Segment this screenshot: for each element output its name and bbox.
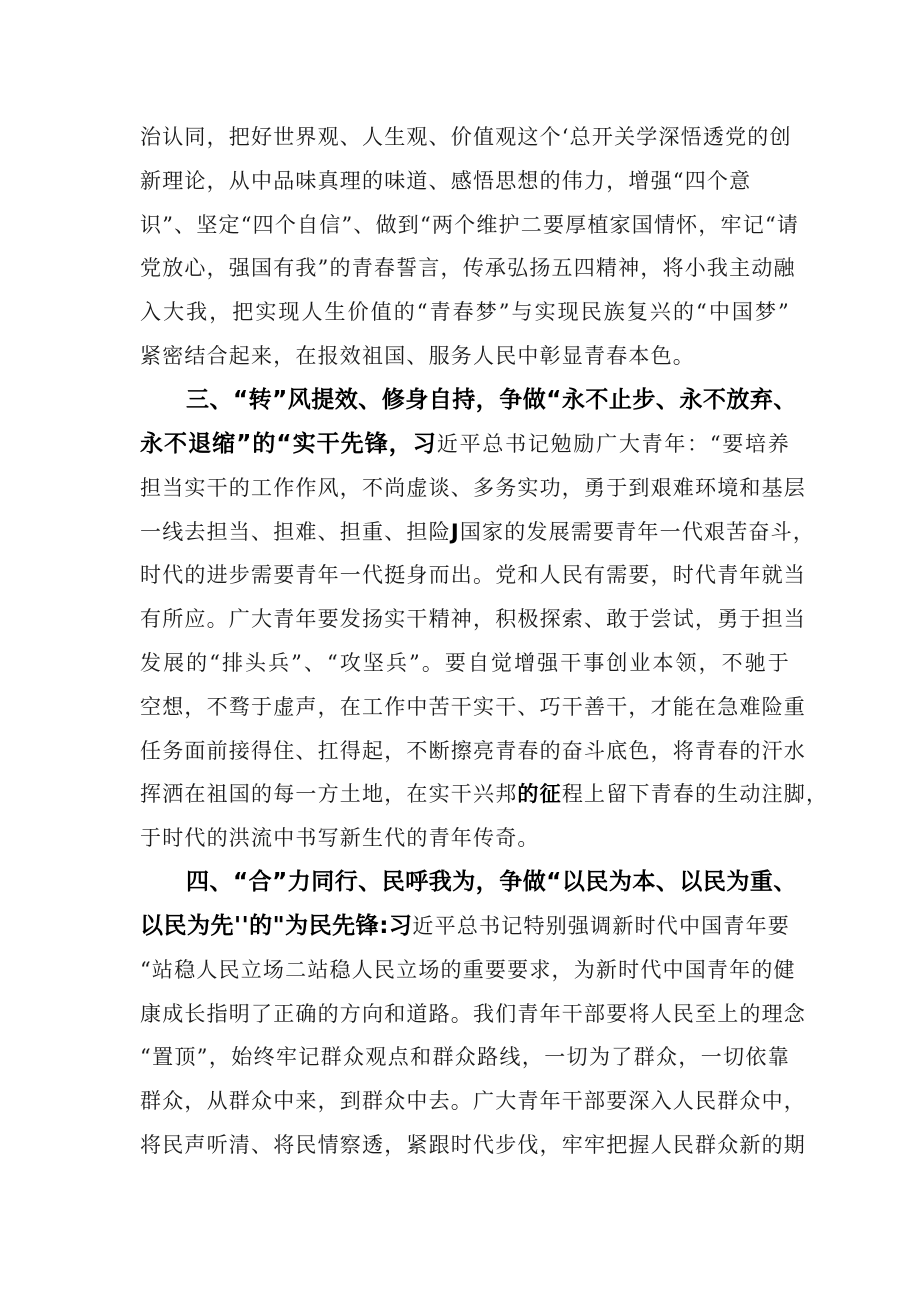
- paragraph-line: 任务面前接得住、扛得起，不断擦亮青春的奋斗底色，将青春的汗水: [140, 739, 806, 763]
- paragraph-line: 担当实干的工作作风，不尚虚谈、多务实功，勇于到艰难环境和基层: [140, 476, 806, 500]
- paragraph-line: 时代的进步需要青年一代挺身而出。党和人民有需要，时代青年就当: [140, 563, 806, 587]
- section-heading-four: 四、“合”力同行、民呼我为，争做“以民为本、以民为重、: [186, 869, 797, 895]
- paragraph-line: 群众，从群众中来，到群众中去。广大青年干部要深入人民群众中，: [140, 1089, 806, 1113]
- paragraph-line: 紧密结合起来，在报效祖国、服务人民中彰显青春本色。: [140, 344, 695, 368]
- paragraph-line: 于时代的洪流中书写新生代的青年传奇。: [140, 826, 540, 850]
- paragraph-line: 新理论，从中品味真理的味道、感悟思想的伟力，增强“四个意: [140, 169, 752, 193]
- section-heading-four-cont: 以民为先''的"为民先锋:习近平总书记特别强调新时代中国青年要: [140, 913, 791, 939]
- paragraph-line: 入大我，把实现人生价值的“青春梦”与实现民族复兴的“中国梦”: [140, 300, 790, 324]
- paragraph-line: 一线去担当、担难、担重、担险J国家的发展需要青年一代艰苦奋斗，: [140, 520, 816, 544]
- paragraph-line: 识”、坚定“四个自信”、做到“两个维护二要厚植家国情怀，牢记“请: [140, 213, 800, 237]
- paragraph-line: “站稳人民立场二站稳人民立场的重要要求，为新时代中国青年的健: [140, 958, 796, 982]
- paragraph-line: “置顶”，始终牢记群众观点和群众路线，一切为了群众，一切依靠: [140, 1045, 790, 1069]
- paragraph-line: 治认同，把好世界观、人生观、价值观这个‘总开关学深悟透党的创: [140, 125, 792, 149]
- paragraph-line: 将民声听清、将民情察透，紧跟时代步伐，牢牢把握人民群众新的期: [140, 1133, 806, 1157]
- paragraph-line: 党放心，强国有我”的青春誓言，传承弘扬五四精神，将小我主动融: [140, 256, 796, 280]
- paragraph-line: 康成长指明了正确的方向和道路。我们青年干部要将人民至上的理念: [140, 1002, 806, 1026]
- paragraph-line: 空想，不骛于虚声，在工作中苦干实干、巧干善干，才能在急难险重: [140, 695, 806, 719]
- paragraph-line: 有所应。广大青年要发扬实干精神，积极探索、敢于尝试，勇于担当: [140, 607, 806, 631]
- section-heading-three-cont: 永不退缩”的“实干先锋，习近平总书记勉励广大青年：“要培养: [140, 431, 791, 457]
- section-heading-three: 三、“转”风提效、修身自持，争做“永不止步、永不放弃、: [186, 387, 797, 413]
- paragraph-line: 发展的“排头兵”、“攻坚兵”。要自觉增强干事创业本领，不驰于: [140, 651, 790, 675]
- paragraph-line: 挥洒在祖国的每一方土地，在实干兴邦的征程上留下青春的生动注脚，: [140, 782, 829, 806]
